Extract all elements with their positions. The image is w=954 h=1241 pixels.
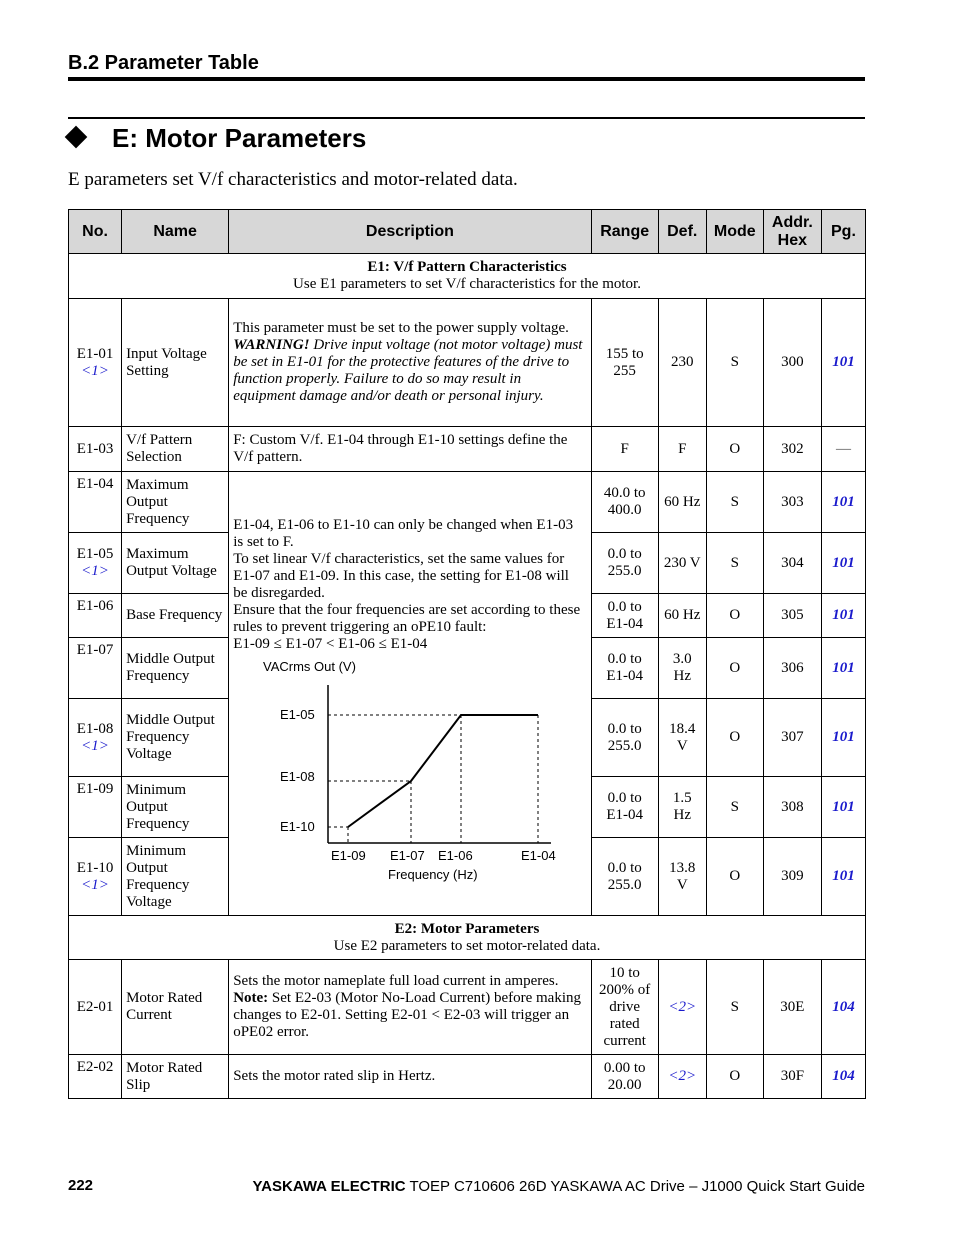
param-no (69, 699, 122, 777)
param-mode: O (706, 594, 763, 638)
param-no: E2-01 (69, 960, 122, 1055)
param-name: Minimum Output Frequency Voltage (122, 838, 229, 916)
param-mode: O (706, 638, 763, 699)
warning-text: Drive input voltage (not motor voltage) must be set in E1-01 for the protective features of the drive to function properly. Failure to do so may result in equipment damage and/or death or personal injury. (233, 337, 583, 404)
group-cell-e1 (69, 254, 866, 299)
page-ref-none: — (821, 427, 865, 472)
param-address: 307 (763, 699, 821, 777)
param-name: Motor Rated Slip (122, 1055, 229, 1099)
shared-description (229, 472, 591, 916)
graph-y-axis-label: VACrms Out (V) (263, 658, 357, 674)
param-name: Base Frequency (122, 594, 229, 638)
page-link[interactable]: 101 (821, 533, 865, 594)
table-row (69, 472, 866, 533)
page-link[interactable]: 101 (821, 299, 865, 427)
group-row-e1 (69, 254, 866, 299)
vf-curve (348, 715, 538, 827)
param-name: Maximum Output Frequency (122, 472, 229, 533)
addr-header-line1: Addr. (771, 213, 813, 231)
graph-y-tick: E1-05 (280, 706, 315, 722)
col-header-address (763, 210, 821, 254)
group-subtitle-e1: Use E1 parameters to set V/f characteristics for the motor. (293, 276, 641, 292)
param-name: Minimum Output Frequency (122, 777, 229, 838)
group-subtitle-e2: Use E2 parameters to set motor-related data. (333, 937, 601, 954)
default-footnote-link[interactable]: <2> (658, 960, 706, 1055)
param-mode: S (706, 777, 763, 838)
param-address: 308 (763, 777, 821, 838)
param-address: 309 (763, 838, 821, 916)
param-name: V/f Pattern Selection (122, 427, 229, 472)
shared-desc-line2: To set linear V/f characteristics, set the same values for E1-07 and E1-09. In this case, the setting for E1-08 will be disregarded. (233, 550, 569, 601)
graph-y-tick: E1-08 (280, 768, 315, 784)
graph-x-tick: E1-09 (331, 847, 366, 863)
page-title: E: Motor Parameters (112, 123, 367, 153)
param-name: Maximum Output Voltage (122, 533, 229, 594)
param-mode: O (706, 427, 763, 472)
param-address: 305 (763, 594, 821, 638)
table-header-row (69, 210, 866, 254)
warning-label: WARNING! (233, 337, 310, 353)
graph-y-tick: E1-10 (280, 818, 315, 834)
graph-x-tick: E1-06 (438, 847, 473, 863)
page-link[interactable]: 104 (821, 1055, 865, 1099)
footer-doc-title (253, 1178, 865, 1195)
col-header-no: No. (69, 210, 122, 254)
page-link[interactable]: 101 (821, 638, 865, 699)
note-text: Set E2-03 (Motor No-Load Current) before making changes to E2-01. Setting E2-01 < E2-03 will trigger an oPE02 error. (233, 990, 582, 1040)
footnote-ref-link[interactable]: <1> (81, 362, 109, 379)
param-default: 230 V (658, 533, 706, 594)
graph-x-tick: E1-07 (390, 847, 425, 863)
param-range: 10 to 200% of drive rated current (591, 960, 658, 1055)
section-header: B.2 Parameter Table (68, 52, 259, 74)
param-address: 30E (763, 960, 821, 1055)
vf-pattern-graph (233, 655, 585, 891)
param-default: 60 Hz (658, 594, 706, 638)
table-row (69, 299, 866, 427)
group-cell-e2 (69, 916, 866, 960)
param-no: E1-06 (69, 594, 122, 638)
title-rule (68, 117, 865, 119)
param-name: Motor Rated Current (122, 960, 229, 1055)
footnote-ref-link[interactable]: <1> (81, 876, 109, 893)
col-header-name: Name (122, 210, 229, 254)
desc-text: This parameter must be set to the power supply voltage. (233, 320, 569, 336)
page-link[interactable]: 101 (821, 838, 865, 916)
param-description (229, 960, 591, 1055)
parameter-table (68, 209, 866, 1099)
page-link[interactable]: 101 (821, 594, 865, 638)
intro-text: E parameters set V/f characteristics and motor-related data. (68, 169, 518, 190)
param-address: 303 (763, 472, 821, 533)
param-description: Sets the motor rated slip in Hertz. (229, 1055, 591, 1099)
param-no-text: E1-05 (76, 546, 114, 562)
shared-desc-line1: E1-04, E1-06 to E1-10 can only be changed when E1-03 is set to F. (233, 516, 574, 550)
param-address: 304 (763, 533, 821, 594)
param-mode: O (706, 838, 763, 916)
addr-header-line2: Hex (777, 231, 808, 249)
shared-desc-rule: E1-09 ≤ E1-07 < E1-06 ≤ E1-04 (233, 635, 428, 652)
param-range: 0.0 to 255.0 (591, 838, 658, 916)
footnote-ref-link[interactable]: <1> (81, 737, 109, 754)
param-default: 18.4 V (658, 699, 706, 777)
param-range: 0.0 to E1-04 (591, 594, 658, 638)
param-default: 3.0 Hz (658, 638, 706, 699)
param-address: 30F (763, 1055, 821, 1099)
param-address: 306 (763, 638, 821, 699)
param-no (69, 838, 122, 916)
page-link[interactable]: 104 (821, 960, 865, 1055)
col-header-mode: Mode (706, 210, 763, 254)
group-row-e2 (69, 916, 866, 960)
param-range: 0.0 to 255.0 (591, 699, 658, 777)
param-mode: S (706, 472, 763, 533)
param-no: E1-03 (69, 427, 122, 472)
param-default: F (658, 427, 706, 472)
graph-x-axis-label: Frequency (Hz) (388, 866, 478, 882)
table-row (69, 1055, 866, 1099)
col-header-default: Def. (658, 210, 706, 254)
param-no (69, 533, 122, 594)
param-name: Input Voltage Setting (122, 299, 229, 427)
param-no: E2-02 (69, 1055, 122, 1099)
page-link[interactable]: 101 (821, 777, 865, 838)
param-default: 60 Hz (658, 472, 706, 533)
param-range: 0.00 to 20.00 (591, 1055, 658, 1099)
param-mode: O (706, 1055, 763, 1099)
footnote-ref-link[interactable]: <1> (81, 563, 109, 579)
page-number: 222 (68, 1177, 94, 1194)
param-address: 300 (763, 299, 821, 427)
diamond-bullet-icon (65, 126, 88, 149)
default-footnote-link[interactable]: <2> (658, 1055, 706, 1099)
param-mode: S (706, 299, 763, 427)
group-title-e1: E1: V/f Pattern Characteristics (367, 259, 567, 275)
param-no: E1-04 (69, 472, 122, 533)
param-name: Middle Output Frequency Voltage (122, 699, 229, 777)
group-title-e2: E2: Motor Parameters (394, 920, 540, 937)
param-no-text: E1-08 (76, 720, 114, 737)
param-address: 302 (763, 427, 821, 472)
param-name: Middle Output Frequency (122, 638, 229, 699)
param-no: E1-09 (69, 777, 122, 838)
graph-x-tick: E1-04 (521, 847, 556, 863)
col-header-description: Description (229, 210, 591, 254)
param-default: 1.5 Hz (658, 777, 706, 838)
param-range: 0.0 to E1-04 (591, 777, 658, 838)
footer-brand: YASKAWA ELECTRIC (252, 1178, 406, 1195)
col-header-range: Range (591, 210, 658, 254)
desc-text: Sets the motor nameplate full load current in amperes. (233, 973, 559, 989)
page-link[interactable]: 101 (821, 472, 865, 533)
note-label: Note: (233, 990, 269, 1006)
table-row (69, 427, 866, 472)
footer-doc: TOEP C710606 26D YASKAWA AC Drive – J1000 Quick Start Guide (405, 1178, 865, 1195)
param-range: 0.0 to E1-04 (591, 638, 658, 699)
param-range: 155 to 255 (591, 299, 658, 427)
param-description (229, 299, 591, 427)
table-row (69, 960, 866, 1055)
param-description: F: Custom V/f. E1-04 through E1-10 settings define the V/f pattern. (229, 427, 591, 472)
page-link[interactable]: 101 (821, 699, 865, 777)
param-no-text: E1-01 (76, 345, 114, 362)
param-range: 0.0 to 255.0 (591, 533, 658, 594)
param-no (69, 299, 122, 427)
param-mode: S (706, 960, 763, 1055)
param-range: 40.0 to 400.0 (591, 472, 658, 533)
param-no-text: E1-10 (76, 859, 114, 876)
param-mode: O (706, 699, 763, 777)
col-header-page: Pg. (821, 210, 865, 254)
param-default: 230 (658, 299, 706, 427)
param-default: 13.8 V (658, 838, 706, 916)
param-mode: S (706, 533, 763, 594)
header-rule (68, 77, 865, 81)
param-no: E1-07 (69, 638, 122, 699)
param-range: F (591, 427, 658, 472)
shared-desc-line3: Ensure that the four frequencies are set according to these rules to prevent triggering an oPE10 fault: (233, 601, 581, 635)
